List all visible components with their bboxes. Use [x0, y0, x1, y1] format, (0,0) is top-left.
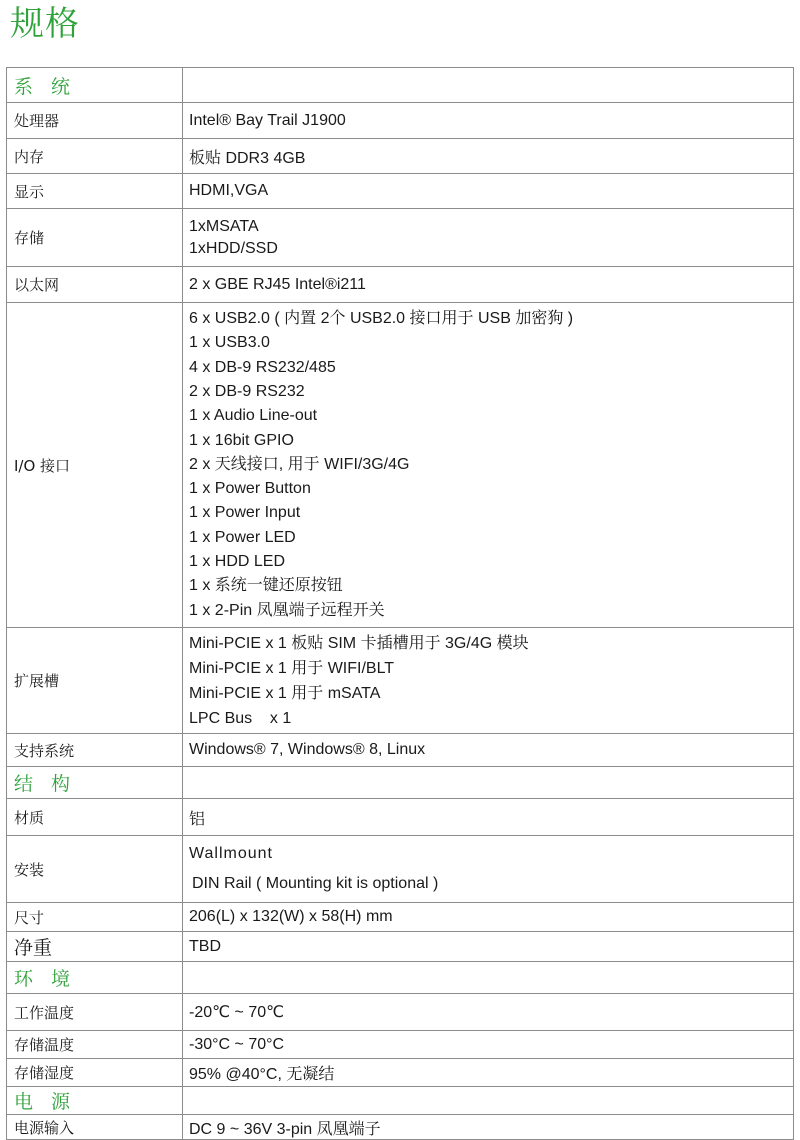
- spec-row-dimensions: [7, 903, 794, 932]
- spec-table: [6, 67, 794, 1140]
- spec-label: 显示: [7, 174, 183, 209]
- section-row-environment: [7, 962, 794, 994]
- section-title: 系 统: [7, 68, 183, 103]
- spec-label: 存储温度: [7, 1031, 183, 1059]
- spec-label: 扩展槽: [7, 628, 183, 734]
- spec-value: 2 x GBE RJ45 Intel®i211: [183, 267, 794, 303]
- spec-value-line: Mini-PCIE x 1 用于 WIFI/BLT: [189, 659, 395, 677]
- spec-value-line: Mini-PCIE x 1 用于 mSATA: [189, 684, 381, 702]
- spec-value: 板贴 DDR3 4GB: [183, 139, 794, 174]
- spec-value: [183, 209, 794, 267]
- spec-row-storage-temp: [7, 1031, 794, 1059]
- spec-row-ethernet: [7, 267, 794, 303]
- spec-value: -30°C ~ 70°C: [183, 1031, 794, 1059]
- section-title: 结 构: [7, 767, 183, 799]
- spec-value: HDMI,VGA: [183, 174, 794, 209]
- page-title: 规格: [10, 4, 80, 44]
- spec-label: 存储: [7, 209, 183, 267]
- spec-value-line: 1xMSATA: [189, 217, 259, 235]
- spec-value-line: 1 x 16bit GPIO: [189, 431, 294, 449]
- spec-row-memory: [7, 139, 794, 174]
- spec-row-weight: [7, 932, 794, 962]
- spec-value-line: 1 x Power LED: [189, 528, 296, 546]
- spec-label: 以太网: [7, 267, 183, 303]
- spec-value-line: 2 x DB-9 RS232: [189, 382, 305, 400]
- spec-value: Windows® 7, Windows® 8, Linux: [183, 734, 794, 767]
- spec-row-storage-humidity: [7, 1059, 794, 1087]
- spec-value: 铝: [183, 799, 794, 836]
- spec-label: 材质: [7, 799, 183, 836]
- spec-value-line: 1 x Power Input: [189, 504, 301, 522]
- spec-label: 支持系统: [7, 734, 183, 767]
- spec-label: I/O 接口: [7, 303, 183, 628]
- spec-label: 处理器: [7, 103, 183, 139]
- spec-row-material: [7, 799, 794, 836]
- section-row-system: [7, 68, 794, 103]
- spec-value-line: 1 x Audio Line-out: [189, 407, 318, 425]
- spec-label: 存储湿度: [7, 1059, 183, 1087]
- section-title: 电 源: [7, 1087, 183, 1115]
- spec-value: Intel® Bay Trail J1900: [183, 103, 794, 139]
- spec-value-line: 2 x 天线接口, 用于 WIFI/3G/4G: [189, 455, 410, 473]
- spec-label: 工作温度: [7, 994, 183, 1031]
- spec-value: 206(L) x 132(W) x 58(H) mm: [183, 903, 794, 932]
- spec-row-cpu: [7, 103, 794, 139]
- spec-value-line: 1xHDD/SSD: [189, 239, 278, 257]
- spec-value-line: 4 x DB-9 RS232/485: [189, 358, 336, 376]
- spec-row-display: [7, 174, 794, 209]
- spec-value: 95% @40°C, 无凝结: [183, 1059, 794, 1087]
- spec-row-power-input: [7, 1115, 794, 1140]
- section-title: 环 境: [7, 962, 183, 994]
- spec-value-line: 6 x USB2.0 ( 内置 2个 USB2.0 接口用于 USB 加密狗 ): [189, 310, 574, 328]
- spec-value: [183, 628, 794, 734]
- spec-row-mounting: [7, 836, 794, 903]
- spec-label: 净重: [7, 932, 183, 962]
- spec-label: 安装: [7, 836, 183, 903]
- spec-value-line: Wallmount: [189, 845, 273, 862]
- spec-value-line: DIN Rail ( Mounting kit is optional ): [192, 875, 439, 892]
- spec-value-line: 1 x 2-Pin 凤凰端子远程开关: [189, 601, 385, 619]
- spec-label: 内存: [7, 139, 183, 174]
- spec-row-io: [7, 303, 794, 628]
- spec-label: 尺寸: [7, 903, 183, 932]
- spec-value: [183, 836, 794, 903]
- spec-value: -20℃ ~ 70℃: [183, 994, 794, 1031]
- section-row-structure: [7, 767, 794, 799]
- spec-value-line: 1 x USB3.0: [189, 334, 270, 352]
- spec-value: [183, 303, 794, 628]
- section-row-power: [7, 1087, 794, 1115]
- spec-value-line: 1 x Power Button: [189, 480, 311, 498]
- spec-row-expansion: [7, 628, 794, 734]
- spec-value-line: 1 x 系统一键还原按钮: [189, 577, 343, 595]
- spec-value: TBD: [183, 932, 794, 962]
- spec-value-line: LPC Bus x 1: [189, 709, 292, 727]
- spec-row-storage: [7, 209, 794, 267]
- spec-value: DC 9 ~ 36V 3-pin 凤凰端子: [183, 1115, 794, 1140]
- spec-value-line: Mini-PCIE x 1 板贴 SIM 卡插槽用于 3G/4G 模块: [189, 634, 529, 652]
- spec-value-line: 1 x HDD LED: [189, 553, 286, 571]
- spec-label: 电源输入: [7, 1115, 183, 1140]
- spec-row-os: [7, 734, 794, 767]
- spec-row-op-temp: [7, 994, 794, 1031]
